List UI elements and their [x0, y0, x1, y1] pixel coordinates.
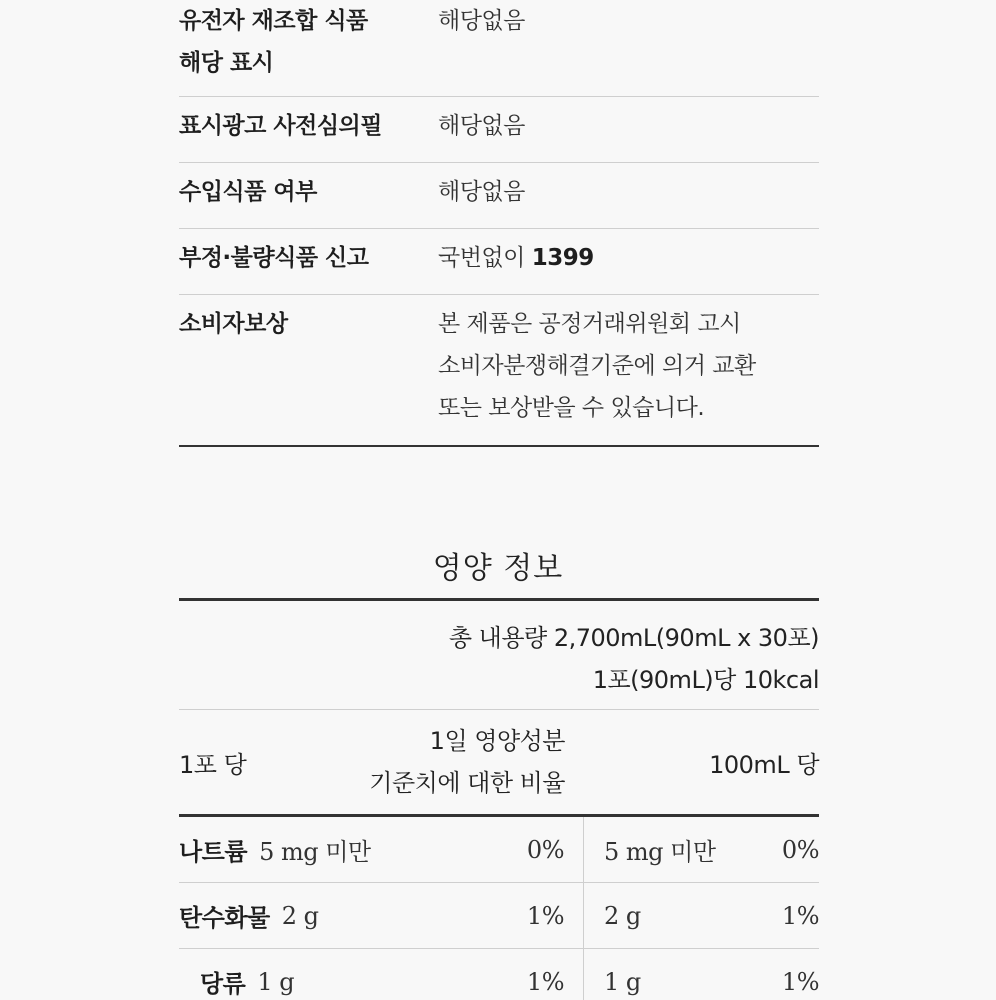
info-row-consumer-compensation — [179, 295, 819, 447]
info-value: 해당없음 — [438, 8, 525, 34]
info-label-line: 해당 표시 — [179, 50, 274, 76]
header-daily-line: 1일 영양성분 — [429, 727, 565, 755]
nutrient-amount-100ml: 5 mg 미만 — [604, 838, 716, 866]
nutrition-title: 영양 정보 — [432, 551, 564, 586]
nutrition-row-sugars — [179, 949, 819, 1000]
nutrition-row-carbohydrate — [179, 883, 819, 949]
nutrient-percent-100ml: 1% — [781, 901, 819, 930]
header-per-pack: 1포 당 — [179, 750, 247, 779]
nutrient-name: 당류 — [200, 970, 246, 998]
info-value-line: 본 제품은 공정거래위원회 고시 — [438, 311, 741, 337]
report-number: 1399 — [531, 245, 594, 271]
nutrient-amount: 1 g — [257, 967, 295, 996]
nutrient-per-pack — [200, 949, 584, 1000]
nutrition-row-sodium — [179, 817, 819, 883]
nutrient-percent-100ml: 0% — [781, 835, 819, 864]
info-label-line: 유전자 재조합 식품 — [179, 8, 368, 34]
header-daily-line: 기준치에 대한 비율 — [369, 769, 565, 797]
info-row-gmo — [179, 0, 819, 97]
nutrient-percent: 1% — [526, 967, 564, 996]
nutrient-name: 나트륨 — [179, 838, 248, 866]
info-row-ad-review — [179, 97, 819, 163]
info-value: 해당없음 — [438, 113, 525, 139]
nutrient-name: 탄수화물 — [179, 904, 270, 932]
product-info-table — [179, 0, 819, 447]
info-value — [438, 303, 819, 445]
report-prefix: 국번없이 — [438, 245, 525, 271]
info-label: 표시광고 사전심의필 — [179, 113, 382, 139]
nutrient-percent: 1% — [526, 901, 564, 930]
info-row-report — [179, 229, 819, 295]
info-row-imported — [179, 163, 819, 229]
nutrient-amount-100ml: 2 g — [604, 901, 641, 930]
nutrition-total — [179, 598, 819, 710]
info-label: 수입식품 여부 — [179, 179, 317, 205]
nutrient-percent-100ml: 1% — [781, 967, 819, 996]
nutrition-header — [179, 710, 819, 817]
nutrition-calorie-line: 1포(90mL)당 10kcal — [592, 666, 819, 694]
nutrient-amount: 5 mg 미만 — [259, 838, 371, 866]
nutrient-percent: 0% — [526, 835, 564, 864]
info-label — [179, 0, 438, 96]
nutrient-per-100ml — [584, 949, 819, 1000]
nutrient-amount: 2 g — [281, 901, 319, 930]
nutrient-per-100ml — [584, 883, 819, 949]
info-value-line: 또는 보상받을 수 있습니다. — [438, 395, 705, 421]
nutrition-total-line: 총 내용량 2,700mL(90mL x 30포) — [448, 624, 819, 652]
nutrition-table — [179, 598, 819, 1000]
info-value: 해당없음 — [438, 179, 525, 205]
header-daily-value — [369, 720, 565, 804]
nutrient-amount-100ml: 1 g — [604, 967, 641, 996]
info-value-line: 소비자분쟁해결기준에 의거 교환 — [438, 353, 756, 379]
info-label: 소비자보상 — [179, 311, 288, 337]
info-value — [438, 241, 819, 294]
info-label: 부정·불량식품 신고 — [179, 245, 369, 271]
nutrient-per-100ml — [584, 817, 819, 883]
header-per-100ml: 100mL 당 — [709, 750, 819, 779]
nutrient-per-pack — [179, 883, 584, 949]
nutrient-per-pack — [179, 817, 584, 883]
